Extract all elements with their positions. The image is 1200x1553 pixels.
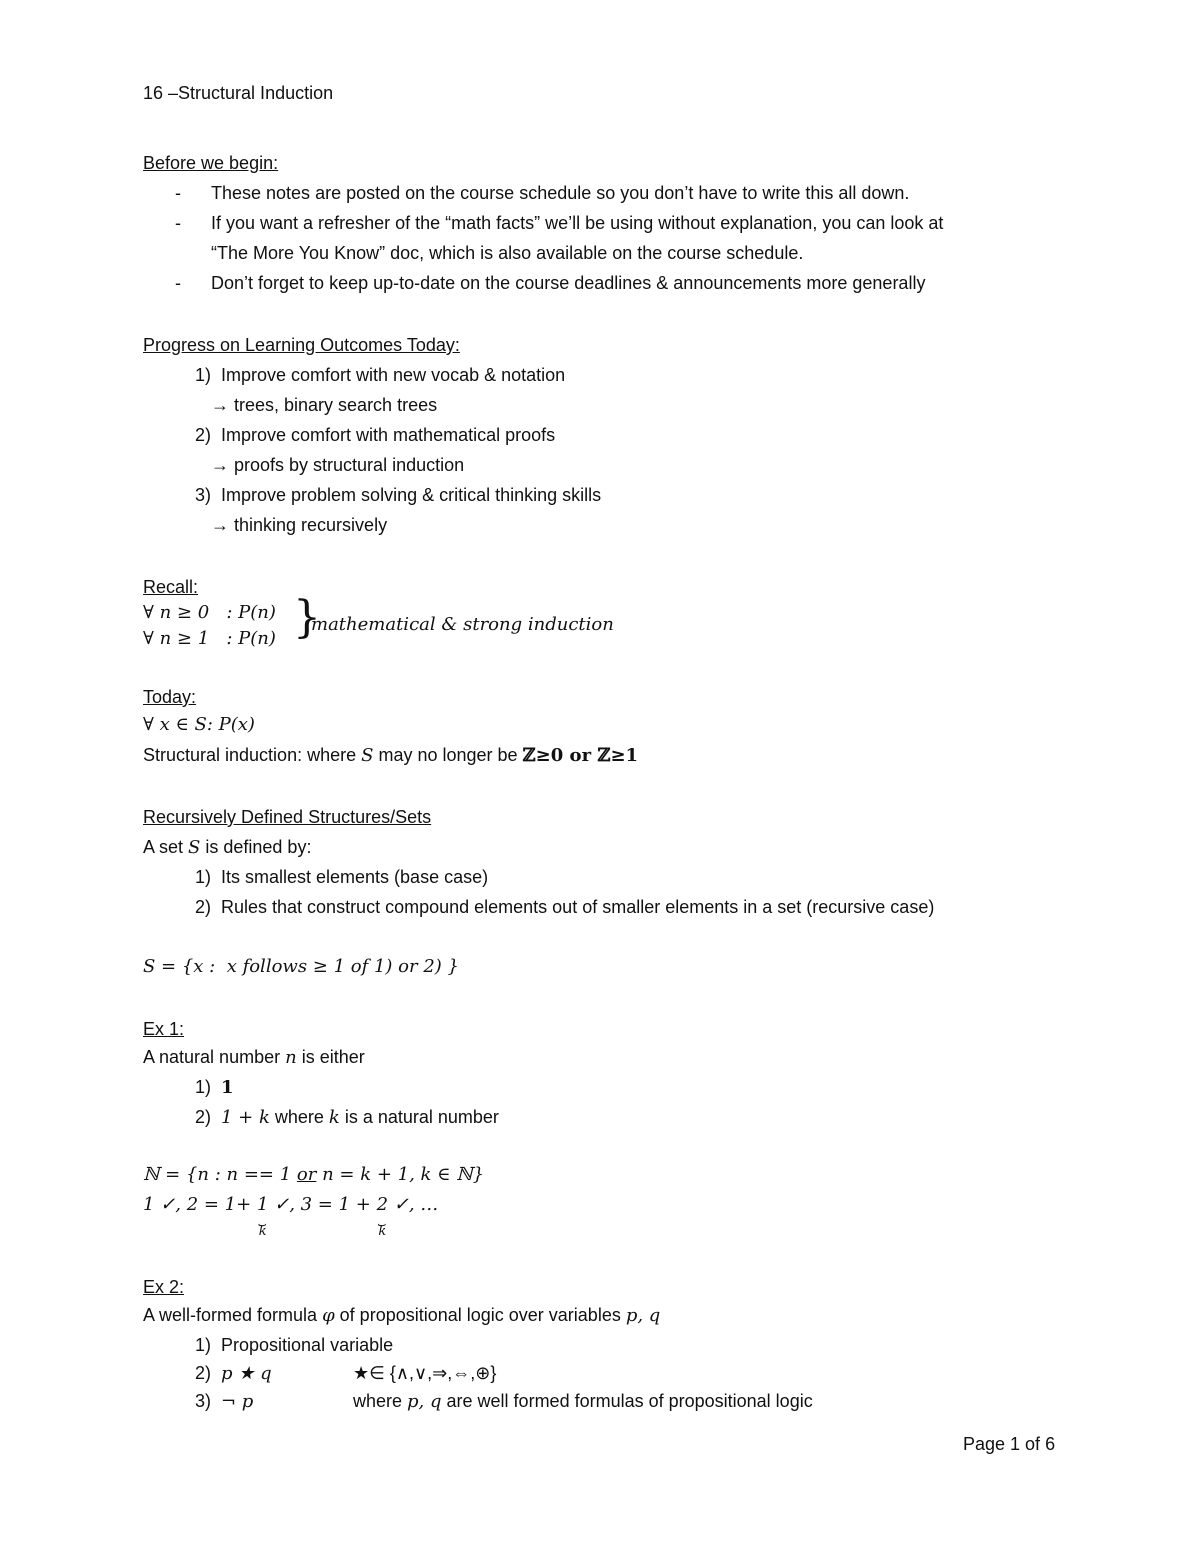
ex2-heading: Ex 2: bbox=[143, 1277, 185, 1297]
list-item: 3) ¬ p bbox=[194, 1391, 254, 1412]
recall-label: mathematical & strong induction bbox=[311, 614, 614, 635]
list-item: - Don’t forget to keep up-to-date on the course deadlines & announcements more generally bbox=[175, 273, 926, 293]
naturals-sequence: 1 ✓, 2 = 1+ 1 ⏟ k ✓, 3 = 1 + 2 ⏟ k ✓, … bbox=[143, 1194, 439, 1239]
page-number: Page 1 of 6 bbox=[963, 1434, 1056, 1454]
ex1-intro: A natural number n is either bbox=[143, 1047, 365, 1068]
list-subitem: → thinking recursively bbox=[211, 515, 388, 535]
set-definition: S = {x : x follows ≥ 1 of 1) or 2) } bbox=[143, 956, 459, 977]
recall-formula-2: ∀ n ≥ 1 : P(n) bbox=[143, 628, 276, 649]
today-text: Structural induction: where S may no longer be ℤ≥0 or ℤ≥1 bbox=[143, 745, 639, 766]
naturals-definition: ℕ = {n : n == 1 or n = k + 1, k ∈ ℕ} bbox=[143, 1164, 485, 1185]
list-subitem: → proofs by structural induction bbox=[211, 455, 465, 475]
list-item: - If you want a refresher of the “math facts” we’ll be using without explanation, you can look at bbox=[175, 213, 944, 233]
before-heading: Before we begin: bbox=[143, 153, 279, 173]
list-item-note: where p, q are well formed formulas of propositional logic bbox=[353, 1391, 813, 1412]
list-item: 1) Improve comfort with new vocab & notation bbox=[194, 365, 566, 385]
list-item: - These notes are posted on the course schedule so you don’t have to write this all down. bbox=[175, 183, 910, 203]
ex2-intro: A well-formed formula φ of propositional logic over variables p, q bbox=[143, 1305, 661, 1326]
operator-set: ★∈ {∧,∨,⇒,⇔,⊕} bbox=[353, 1363, 497, 1383]
underbrace-label: ⏟ k bbox=[258, 1212, 267, 1239]
list-item: 1) Its smallest elements (base case) bbox=[194, 867, 489, 887]
progress-heading: Progress on Learning Outcomes Today: bbox=[143, 335, 460, 355]
list-item: 2) 1 + k where k is a natural number bbox=[194, 1107, 499, 1128]
list-item: 2) Improve comfort with mathematical proofs bbox=[194, 425, 556, 445]
underbrace-label: ⏟ k bbox=[378, 1212, 387, 1239]
list-item: 2) p ★ q bbox=[194, 1363, 272, 1384]
today-formula: ∀ x ∈ S: P(x) bbox=[143, 714, 255, 735]
recursive-heading: Recursively Defined Structures/Sets bbox=[143, 807, 432, 827]
list-item: 1) Propositional variable bbox=[194, 1335, 394, 1355]
today-heading: Today: bbox=[143, 687, 197, 707]
list-item-continuation: “The More You Know” doc, which is also available on the course schedule. bbox=[211, 243, 804, 263]
list-subitem: → trees, binary search trees bbox=[211, 395, 438, 415]
list-item: 3) Improve problem solving & critical thinking skills bbox=[194, 485, 602, 505]
list-item: 1) 1 bbox=[194, 1077, 234, 1098]
recursive-intro: A set S is defined by: bbox=[143, 837, 312, 858]
ex1-heading: Ex 1: bbox=[143, 1019, 185, 1039]
brace-symbol: } bbox=[293, 592, 321, 643]
document-title: 16 –Structural Induction bbox=[143, 83, 334, 103]
list-item: 2) Rules that construct compound elements out of smaller elements in a set (recursive case) bbox=[194, 897, 935, 917]
recall-formula-1: ∀ n ≥ 0 : P(n) bbox=[143, 602, 276, 623]
recall-heading: Recall: bbox=[143, 577, 199, 597]
